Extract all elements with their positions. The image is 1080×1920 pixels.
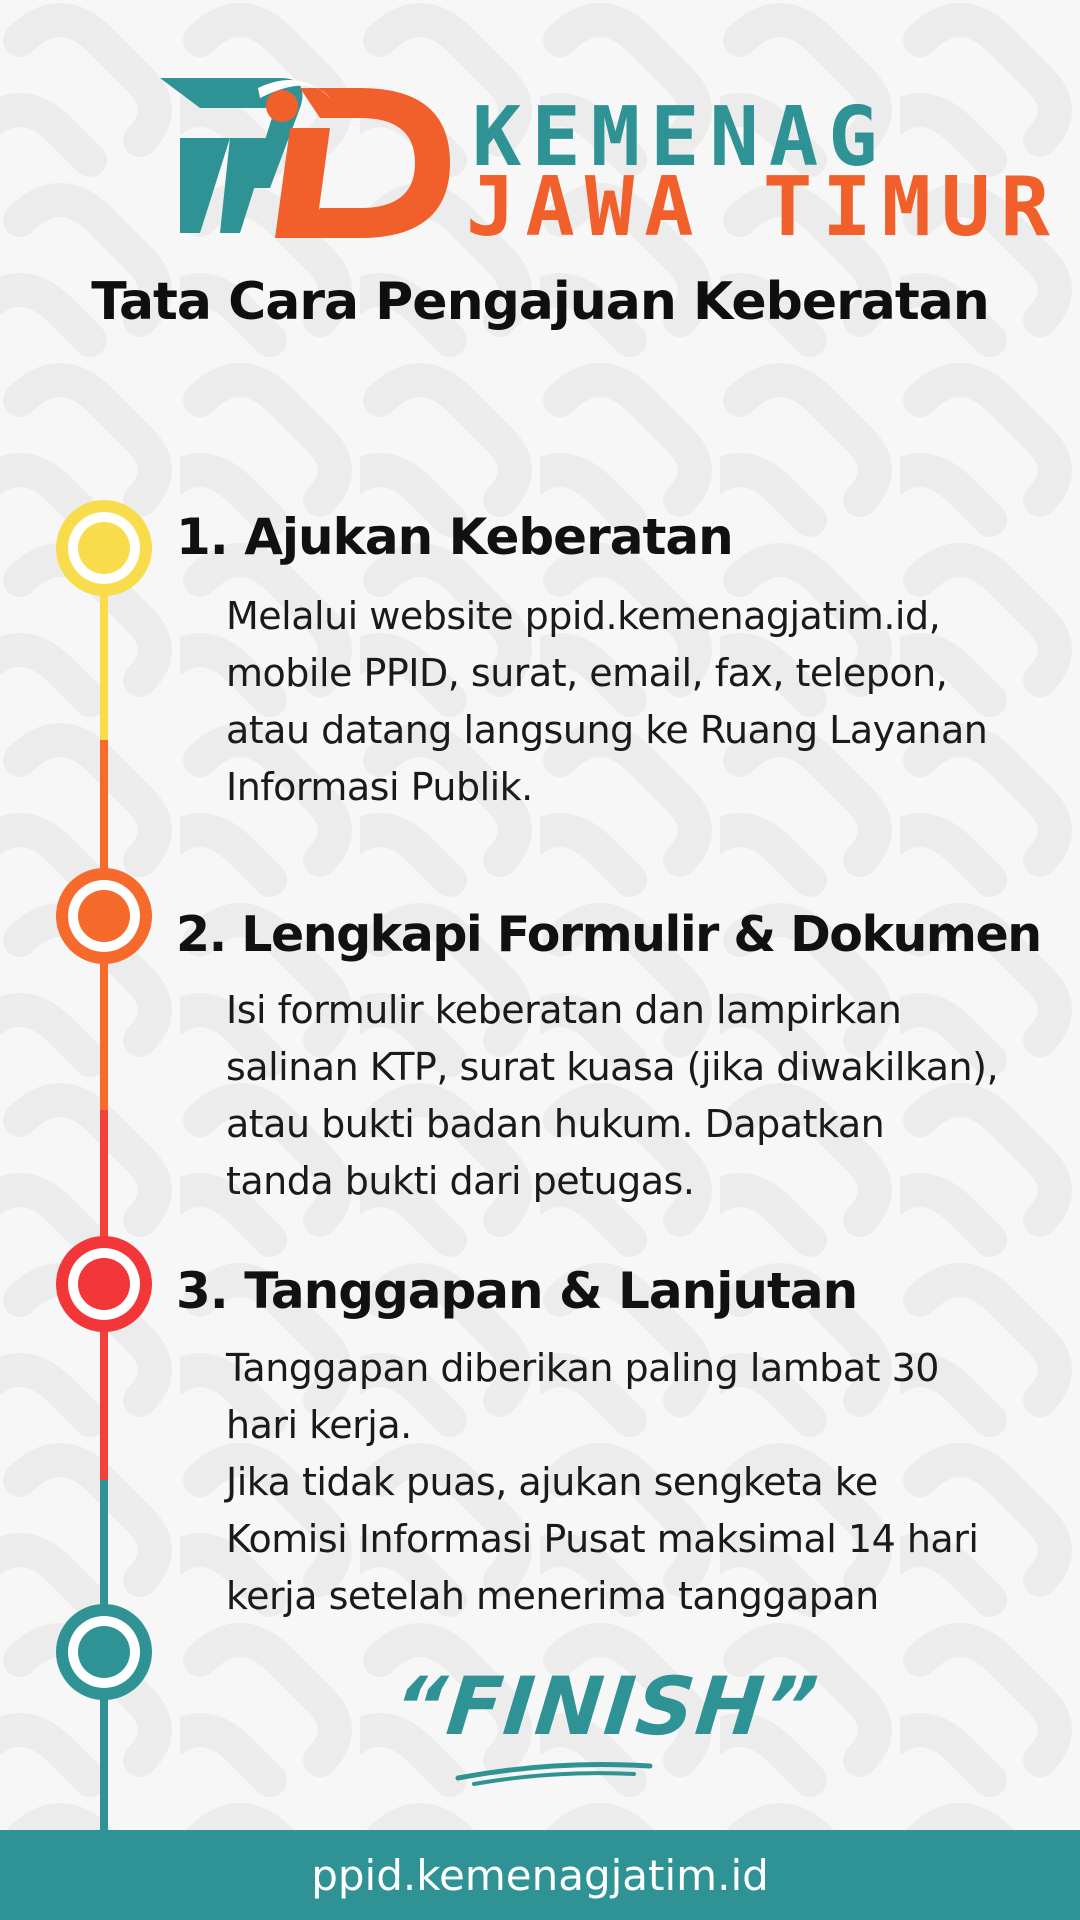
step-1-description xyxy=(226,588,1046,816)
step-1-title: 1. Ajukan Keberatan xyxy=(176,508,733,566)
footer-url-link[interactable]: ppid.kemenagjatim.id xyxy=(311,1850,769,1900)
step-1-line: mobile PPID, surat, email, fax, telepon, xyxy=(226,651,948,695)
timeline-node-2-icon xyxy=(56,868,152,964)
step-1-line: atau datang langsung ke Ruang Layanan xyxy=(226,708,988,752)
finish-label xyxy=(389,1660,824,1790)
step-3-description xyxy=(226,1340,1046,1625)
brand-name-line-1: KEMENAG xyxy=(472,90,888,185)
step-1-line: Informasi Publik. xyxy=(226,765,533,809)
step-3-line: hari kerja. xyxy=(226,1403,412,1447)
step-2-line: salinan KTP, surat kuasa (jika diwakilkan), xyxy=(226,1045,999,1089)
finish-underline-icon xyxy=(454,1756,654,1786)
step-2-line: Isi formulir keberatan dan lampirkan xyxy=(226,988,902,1032)
step-3-title: 3. Tanggapan & Lanjutan xyxy=(176,1262,858,1320)
step-1-line: Melalui website ppid.kemenagjatim.id, xyxy=(226,594,941,638)
timeline-node-1-icon xyxy=(56,500,152,596)
page-title: Tata Cara Pengajuan Keberatan xyxy=(91,272,989,332)
timeline-node-3-icon xyxy=(56,1236,152,1332)
footer-bar xyxy=(0,1830,1080,1920)
step-2-line: tanda bukti dari petugas. xyxy=(226,1159,695,1203)
timeline-node-finish-icon xyxy=(56,1604,152,1700)
step-2-title: 2. Lengkapi Formulir & Dokumen xyxy=(176,906,1041,963)
step-2-line: atau bukti badan hukum. Dapatkan xyxy=(226,1102,885,1146)
step-3-line: Jika tidak puas, ajukan sengketa ke xyxy=(226,1460,878,1504)
step-2-description xyxy=(226,982,1046,1210)
ppid-logo-icon xyxy=(160,68,460,248)
finish-text: “FINISH” xyxy=(389,1660,824,1753)
step-3-line: kerja setelah menerima tanggapan xyxy=(226,1574,879,1618)
step-3-line: Tanggapan diberikan paling lambat 30 xyxy=(226,1346,939,1390)
brand-name-line-2: JAWA TIMUR xyxy=(466,160,1060,255)
step-3-line: Komisi Informasi Pusat maksimal 14 hari xyxy=(226,1517,979,1561)
